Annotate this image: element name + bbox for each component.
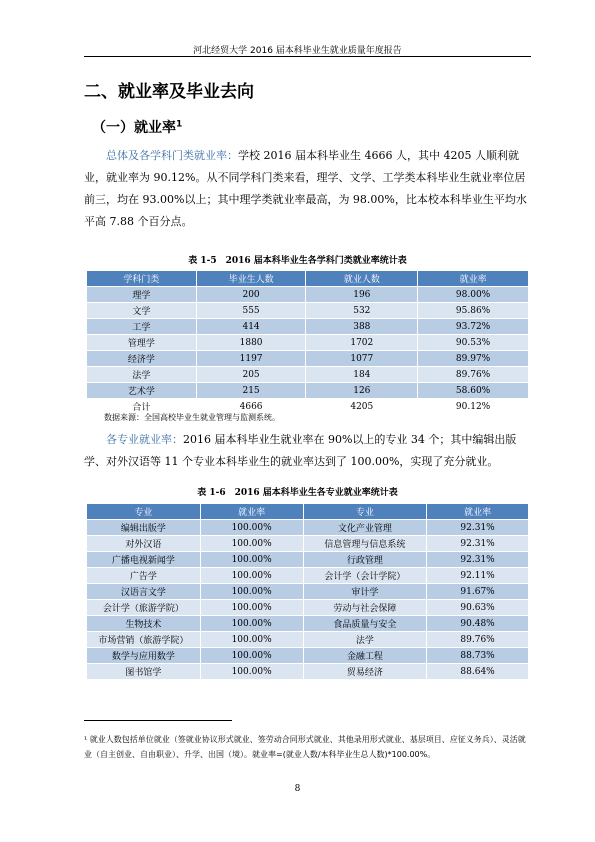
table-cell: 劳动与社会保障 — [303, 600, 427, 616]
table-cell: 532 — [306, 303, 418, 319]
paragraph-lead: 各专业就业率： — [106, 433, 183, 446]
table-cell: 92.31% — [427, 520, 529, 536]
table-row — [87, 632, 529, 648]
table-cell: 100.00% — [200, 600, 303, 616]
table-row — [87, 383, 529, 399]
table-cell: 数学与应用数学 — [87, 648, 201, 664]
table-row — [87, 600, 529, 616]
table-row — [87, 287, 529, 303]
subsection-title — [92, 117, 182, 137]
table-cell: 100.00% — [200, 536, 303, 552]
discipline-rate-table — [86, 270, 529, 415]
table-cell: 经济学 — [87, 351, 197, 367]
footnote-divider — [84, 720, 232, 721]
table-cell: 法学 — [87, 367, 197, 383]
table-cell: 200 — [196, 287, 306, 303]
table-cell: 1702 — [306, 335, 418, 351]
table-cell: 184 — [306, 367, 418, 383]
table-cell: 388 — [306, 319, 418, 335]
table-cell: 行政管理 — [303, 552, 427, 568]
table-header-row — [87, 504, 529, 520]
column-header: 就业率 — [200, 504, 303, 520]
table-cell: 文化产业管理 — [303, 520, 427, 536]
header-divider — [84, 56, 531, 57]
table-row — [87, 648, 529, 664]
table-cell: 88.64% — [427, 664, 529, 680]
table-cell: 4666 — [196, 399, 306, 415]
page-number: 8 — [294, 784, 301, 794]
table-row — [87, 584, 529, 600]
table-cell: 98.00% — [418, 287, 529, 303]
paragraph-lead: 总体及各学科门类就业率： — [106, 149, 238, 162]
table-cell: 100.00% — [200, 584, 303, 600]
section-title: 二、就业率及毕业去向 — [84, 82, 254, 102]
table2-caption: 表 1-6 2016 届本科毕业生各专业就业率统计表 — [197, 488, 398, 498]
table-row — [87, 303, 529, 319]
table-cell: 100.00% — [200, 552, 303, 568]
table-cell: 理学 — [87, 287, 197, 303]
column-header: 毕业生人数 — [196, 271, 306, 287]
table-cell: 92.31% — [427, 552, 529, 568]
table-cell: 贸易经济 — [303, 664, 427, 680]
table-cell: 会计学（旅游学院） — [87, 600, 201, 616]
table-cell: 95.86% — [418, 303, 529, 319]
table-cell: 100.00% — [200, 632, 303, 648]
column-header: 专业 — [87, 504, 201, 520]
table-cell: 4205 — [306, 399, 418, 415]
paragraph-major-rate — [84, 429, 531, 473]
table-cell: 艺术学 — [87, 383, 197, 399]
table-cell: 1880 — [196, 335, 306, 351]
table-row — [87, 664, 529, 680]
table-row — [87, 552, 529, 568]
table-cell: 汉语言文学 — [87, 584, 201, 600]
table-cell: 工学 — [87, 319, 197, 335]
table-row — [87, 568, 529, 584]
table-row — [87, 616, 529, 632]
table-cell: 215 — [196, 383, 306, 399]
table-cell: 126 — [306, 383, 418, 399]
table-cell: 89.76% — [418, 367, 529, 383]
table-cell: 100.00% — [200, 648, 303, 664]
table-row — [87, 335, 529, 351]
table-cell: 会计学（会计学院） — [303, 568, 427, 584]
table-row — [87, 351, 529, 367]
table-cell: 编辑出版学 — [87, 520, 201, 536]
table-cell: 1077 — [306, 351, 418, 367]
table-cell: 广告学 — [87, 568, 201, 584]
table-cell: 金融工程 — [303, 648, 427, 664]
data-source-note: 数据来源：全国高校毕业生就业管理与监测系统。 — [104, 413, 280, 422]
table-header-row — [87, 271, 529, 287]
table-row — [87, 319, 529, 335]
table-cell: 92.31% — [427, 536, 529, 552]
table-cell: 89.76% — [427, 632, 529, 648]
table-cell: 文学 — [87, 303, 197, 319]
page-header: 河北经贸大学 2016 届本科毕业生就业质量年度报告 — [193, 46, 402, 56]
table-cell: 90.53% — [418, 335, 529, 351]
table-cell: 广播电视新闻学 — [87, 552, 201, 568]
table-cell: 90.48% — [427, 616, 529, 632]
paragraph-body: 学校 2016 届本科毕业生 4666 人，其中 4205 人顺利就业，就业率为 90.12%。从不同学科门类来看，理学、文学、工学类本科毕业生就业率位居前三，均在 93.00%以上；其中理学类就业率最高，为 98.00%，比本校本科毕业生平均水平高 7.88 个百分点。 — [84, 149, 527, 228]
table1-caption: 表 1-5 2016 届本科毕业生各学科门类就业率统计表 — [188, 256, 407, 266]
paragraph-body: 2016 届本科毕业生就业率在 90%以上的专业 34 个；其中编辑出版学、对外汉语等 11 个专业本科毕业生的就业率达到了 100.00%，实现了充分就业。 — [84, 433, 517, 468]
table-cell: 信息管理与信息系统 — [303, 536, 427, 552]
table-cell: 图书馆学 — [87, 664, 201, 680]
table-cell: 196 — [306, 287, 418, 303]
table-cell: 100.00% — [200, 520, 303, 536]
table-cell: 1197 — [196, 351, 306, 367]
column-header: 就业率 — [427, 504, 529, 520]
table-cell: 对外汉语 — [87, 536, 201, 552]
table-cell: 市场营销（旅游学院） — [87, 632, 201, 648]
table-cell: 100.00% — [200, 568, 303, 584]
table-cell: 91.67% — [427, 584, 529, 600]
table-cell: 食品质量与安全 — [303, 616, 427, 632]
table-row — [87, 520, 529, 536]
subsection-title-text: （一）就业率 — [92, 120, 176, 136]
table-cell: 100.00% — [200, 664, 303, 680]
table-cell: 88.73% — [427, 648, 529, 664]
table-cell: 法学 — [303, 632, 427, 648]
table-cell: 生物技术 — [87, 616, 201, 632]
column-header: 就业率 — [418, 271, 529, 287]
table-row — [87, 367, 529, 383]
table-cell: 414 — [196, 319, 306, 335]
table-cell: 90.12% — [418, 399, 529, 415]
table-cell: 审计学 — [303, 584, 427, 600]
table-cell: 合计 — [87, 399, 197, 415]
table-cell: 93.72% — [418, 319, 529, 335]
column-header: 就业人数 — [306, 271, 418, 287]
table-row — [87, 536, 529, 552]
table-cell: 58.60% — [418, 383, 529, 399]
table-cell: 90.63% — [427, 600, 529, 616]
table-cell: 92.11% — [427, 568, 529, 584]
column-header: 专业 — [303, 504, 427, 520]
paragraph-overall-rate — [84, 145, 531, 233]
table-cell: 89.97% — [418, 351, 529, 367]
footnote-marker: 1 — [176, 119, 183, 130]
column-header: 学科门类 — [87, 271, 197, 287]
footnote: ¹ 就业人数包括单位就业（签就业协议形式就业、签劳动合同形式就业、其他录用形式就业、基层项目、应征义务兵）、灵活就业（自主创业、自由职业）、升学、出国（境）。就业率=(就业人数/本科毕业生总人数)*100.00%。 — [84, 735, 526, 759]
table-cell: 管理学 — [87, 335, 197, 351]
table-cell: 205 — [196, 367, 306, 383]
table-cell: 555 — [196, 303, 306, 319]
major-rate-table — [86, 503, 529, 680]
table-cell: 100.00% — [200, 616, 303, 632]
